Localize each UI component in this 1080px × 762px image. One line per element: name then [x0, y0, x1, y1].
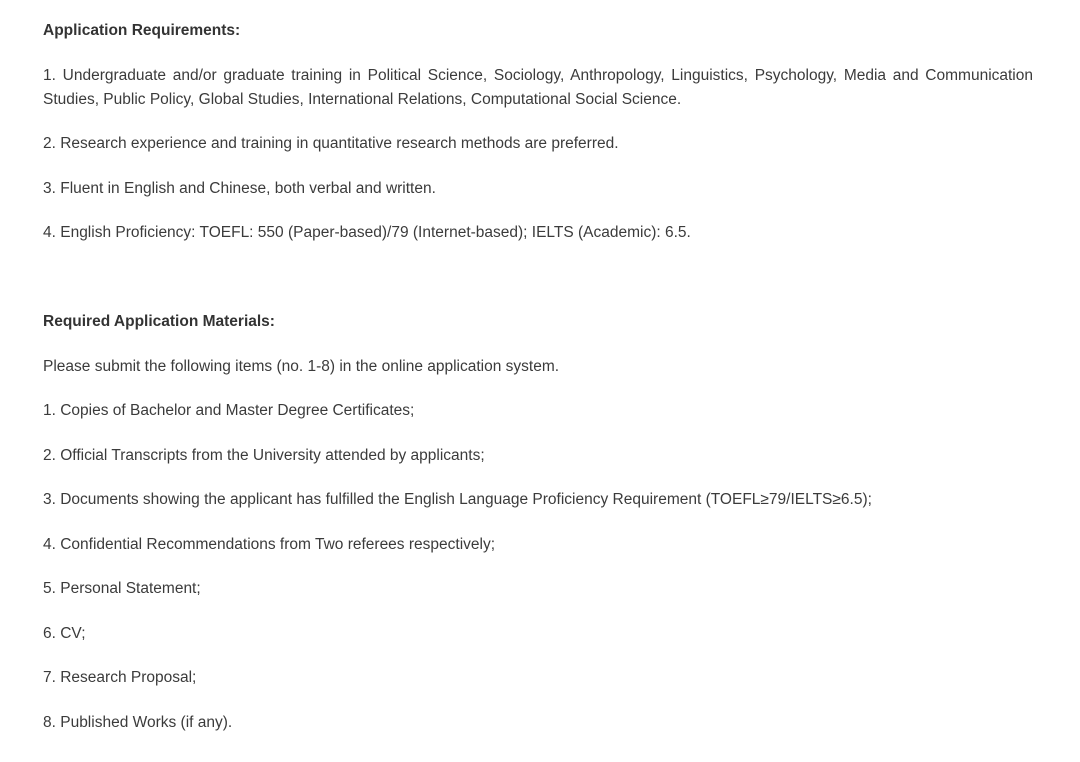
material-item-5: 5. Personal Statement;	[43, 580, 201, 597]
application-materials-section	[43, 310, 1033, 735]
requirement-item-4: 4. English Proficiency: TOEFL: 550 (Paper-based)/79 (Internet-based); IELTS (Academic): 6.5.	[43, 224, 691, 241]
material-item-3: 3. Documents showing the applicant has fulfilled the English Language Proficiency Requirement (TOEFL≥79/IELTS≥6.5);	[43, 491, 872, 508]
requirement-item-2: 2. Research experience and training in quantitative research methods are preferred.	[43, 135, 619, 152]
materials-intro: Please submit the following items (no. 1-8) in the online application system.	[43, 357, 560, 375]
requirements-list	[43, 64, 1033, 246]
requirement-item-1: 1. Undergraduate and/or graduate training in Political Science, Sociology, Anthropology, Linguistics, Psychology, Media and Communication Studies, Public Policy, Global Studies, International Relations, Computational Social Science.	[43, 66, 1033, 108]
material-item-6: 6. CV;	[43, 624, 86, 642]
requirements-heading: Application Requirements:	[43, 22, 241, 39]
materials-list	[43, 399, 1033, 735]
material-item-1: 1. Copies of Bachelor and Master Degree Certificates;	[43, 402, 415, 419]
materials-heading: Required Application Materials:	[43, 313, 275, 330]
application-requirements-section	[43, 19, 1033, 245]
material-item-7: 7. Research Proposal;	[43, 669, 197, 686]
material-item-2: 2. Official Transcripts from the University attended by applicants;	[43, 446, 485, 464]
material-item-4: 4. Confidential Recommendations from Two referees respectively;	[43, 535, 496, 553]
requirement-item-3: 3. Fluent in English and Chinese, both verbal and written.	[43, 179, 436, 197]
material-item-8: 8. Published Works (if any).	[43, 713, 233, 731]
